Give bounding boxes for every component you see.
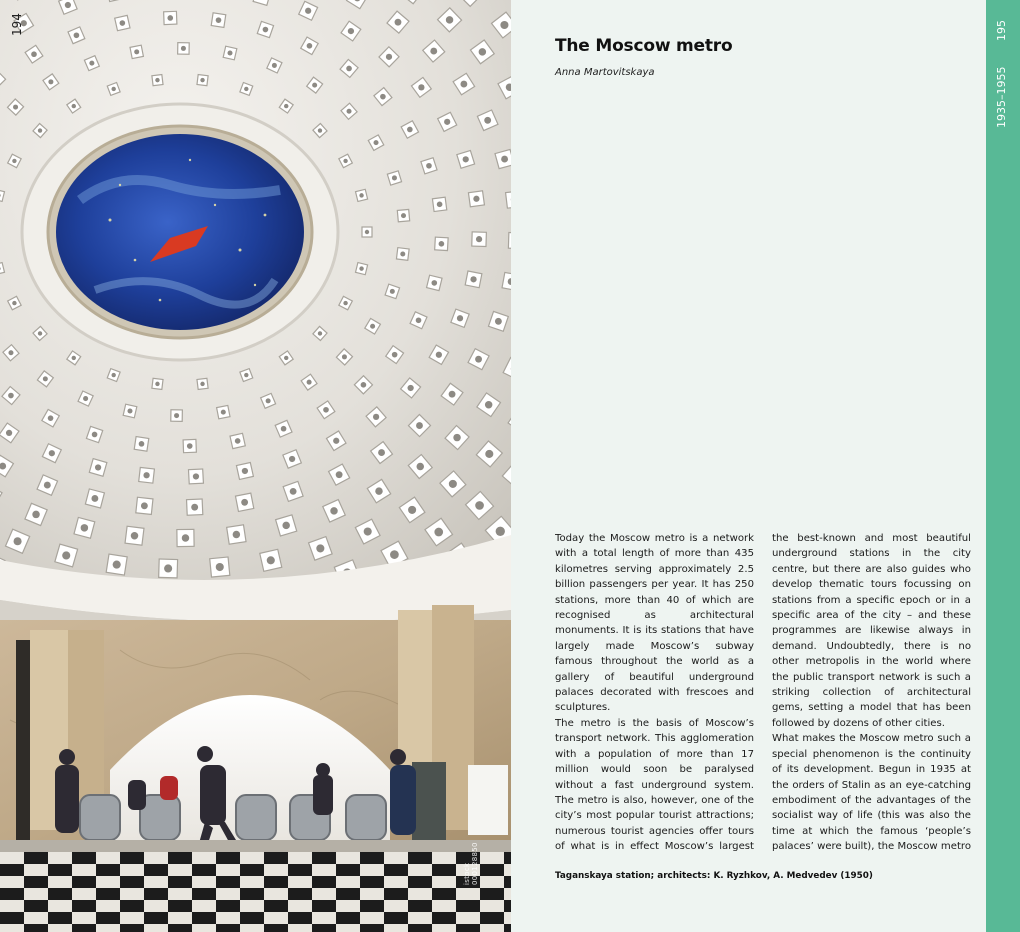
coffer-rosette bbox=[167, 15, 173, 21]
paragraph: What makes the Moscow metro such a special phenomenon is the continuity of its development. Begun in 1935 at the orders of Stalin as an eye-catching embodiment of the advantages of the socialist way of life (this was also the time at which the famous ‘people’s palaces’ were built), the Moscow metro bbox=[772, 733, 971, 853]
coffer-rosette bbox=[485, 401, 492, 408]
coffer-rosette bbox=[233, 531, 240, 538]
coffer-rosette bbox=[453, 434, 460, 441]
coffer-rosette bbox=[91, 495, 98, 502]
coffer-rosette bbox=[284, 356, 288, 360]
photo-credit: istock 000128850 bbox=[463, 842, 479, 885]
coffer-rosette bbox=[12, 301, 16, 305]
coffer-rosette bbox=[365, 230, 369, 234]
coffer-rosette bbox=[266, 398, 271, 403]
side-tab-label bbox=[995, 20, 1008, 128]
coffer-rosette bbox=[62, 551, 70, 559]
coffer-rosette bbox=[143, 472, 149, 478]
coffer-rosette bbox=[316, 544, 324, 552]
coffer-rosette bbox=[307, 380, 312, 385]
coffer-rosette bbox=[407, 127, 413, 133]
coffer-rosette bbox=[13, 105, 18, 110]
coffer-rosette bbox=[401, 213, 406, 218]
coffer-rosette bbox=[473, 196, 479, 202]
coffer-rosette bbox=[241, 499, 248, 506]
coffer-rosette bbox=[485, 450, 493, 458]
fresco-sky-painting bbox=[56, 134, 304, 330]
coffer-rosette bbox=[395, 19, 402, 26]
coffer-rosette bbox=[390, 550, 399, 559]
coffer-rosette bbox=[244, 87, 248, 91]
coffer-rosette bbox=[476, 236, 482, 242]
coffer-rosette bbox=[449, 391, 456, 398]
coffer-rosette bbox=[426, 163, 432, 169]
coffer-rosette bbox=[216, 563, 224, 571]
coffer-rosette bbox=[32, 511, 39, 518]
coffer-rosette bbox=[374, 140, 379, 145]
coffer-rosette bbox=[120, 20, 126, 26]
coffer-rosette bbox=[378, 449, 385, 456]
coffer-rosette bbox=[155, 382, 159, 386]
coffer-rosette bbox=[131, 532, 138, 539]
coffer-rosette bbox=[281, 426, 287, 432]
coffer-rosette bbox=[282, 522, 289, 529]
coffer-rosette bbox=[200, 78, 204, 82]
coffer-rosette bbox=[343, 159, 347, 163]
coffer-rosette bbox=[392, 175, 397, 180]
coffer-rosette bbox=[38, 128, 42, 132]
coffer-rosette bbox=[155, 78, 159, 82]
coffer-rosette bbox=[14, 537, 22, 545]
coffer-rosette bbox=[31, 51, 37, 57]
coffer-rosette bbox=[227, 51, 232, 56]
coffer-rosette bbox=[72, 104, 76, 108]
coffer-rosette bbox=[457, 315, 463, 321]
coffer-rosette bbox=[449, 480, 457, 488]
coffer-rosette bbox=[272, 63, 277, 68]
coffer-rosette bbox=[307, 43, 313, 49]
coffer-rosette bbox=[408, 506, 416, 514]
paragraph: Today the Moscow metro is a network with a total length of more than 435 kilometres serving approximately 2.5 billion passengers per year. It has 250 stations, more than 40 of which are recognised as architectural monuments. It is its stations that have largely made Moscow’s subway famous throughout the world as a gallery of beautiful underground palaces decorated with frescoes and sculptures. bbox=[555, 533, 754, 714]
coffer-rosette bbox=[495, 318, 502, 325]
coffer-rosette bbox=[380, 94, 386, 100]
coffer-rosette bbox=[200, 382, 204, 386]
coffer-rosette bbox=[444, 119, 450, 125]
coffer-rosette bbox=[6, 430, 12, 436]
chapter-period: 1935–1955 bbox=[995, 66, 1008, 128]
coffer-rosette bbox=[113, 561, 121, 569]
coffer-rosette bbox=[181, 46, 186, 51]
coffer-rosette bbox=[346, 66, 352, 72]
body-column-right bbox=[772, 531, 971, 855]
coffer-rosette bbox=[470, 276, 476, 282]
coffer-rosette bbox=[164, 564, 172, 572]
coffer-rosette bbox=[463, 156, 469, 162]
coffer-rosette bbox=[460, 81, 467, 88]
coffer-rosette bbox=[484, 117, 491, 124]
paragraph: the best-known and most beautiful underground stations in the city centre, but there are also guides who develop thematic tours focussing on stations from a specific epoch or in a specific area of the city – and these programmes are likewise always in demand. Undoubtedly, there is no other metropolis in the world where the public transport network is such a striking collection of architectural gems, setting a model that has been followed by dozens of other cities. bbox=[772, 533, 971, 729]
coffer-rosette bbox=[418, 84, 424, 90]
coffer-rosette bbox=[359, 266, 363, 270]
coffer-rosette bbox=[343, 301, 347, 305]
coffer-rosette bbox=[305, 8, 311, 14]
right-page-number: 195 bbox=[995, 20, 1008, 41]
coffer-rosette bbox=[436, 352, 442, 358]
coffer-rosette bbox=[439, 241, 445, 247]
article-author: Anna Martovitskaya bbox=[555, 67, 655, 78]
coffer-rosette bbox=[49, 450, 55, 456]
coffer-rosette bbox=[318, 331, 322, 335]
coffer-rosette bbox=[312, 83, 317, 88]
coffer-rosette bbox=[501, 156, 508, 163]
coffer-rosette bbox=[141, 502, 148, 509]
photo-caption: Taganskaya station; architects: K. Ryzhkov, A. Medvedev (1950) bbox=[555, 871, 873, 881]
coffer-rosette bbox=[364, 527, 372, 535]
coffer-rosette bbox=[216, 17, 222, 23]
coffer-rosette bbox=[111, 87, 115, 91]
coffer-rosette bbox=[74, 32, 80, 38]
coffer-rosette bbox=[43, 376, 48, 381]
coffer-rosette bbox=[72, 356, 76, 360]
coffer-rosette bbox=[92, 432, 98, 438]
coffer-rosette bbox=[289, 456, 295, 462]
coffer-rosette bbox=[235, 438, 241, 444]
coffer-rosette bbox=[400, 251, 405, 256]
coffer-rosette bbox=[8, 393, 14, 399]
coffer-rosette bbox=[437, 202, 443, 208]
chapter-side-tab bbox=[986, 0, 1020, 932]
coffer-rosette bbox=[139, 441, 145, 447]
coffer-rosette bbox=[8, 350, 13, 355]
coffer-rosette bbox=[290, 488, 297, 495]
coffer-rosette bbox=[323, 407, 329, 413]
coffer-rosette bbox=[336, 471, 343, 478]
coffer-rosette bbox=[373, 414, 379, 420]
coffer-rosette bbox=[89, 61, 94, 66]
coffer-rosette bbox=[496, 527, 505, 536]
coffer-rosette bbox=[187, 443, 193, 449]
coffer-rosette bbox=[182, 534, 189, 541]
coffer-rosette bbox=[127, 408, 132, 413]
coffer-rosette bbox=[111, 373, 115, 377]
coffer-rosette bbox=[475, 501, 484, 510]
coffer-rosette bbox=[81, 524, 88, 531]
coffer-rosette bbox=[263, 27, 269, 33]
coffer-rosette bbox=[44, 482, 51, 489]
coffer-rosette bbox=[191, 504, 198, 511]
coffer-rosette bbox=[479, 48, 486, 55]
coffer-rosette bbox=[330, 507, 337, 514]
text-page bbox=[511, 0, 986, 932]
coffer-rosette bbox=[416, 422, 423, 429]
coffer-rosette bbox=[347, 109, 352, 114]
coffer-rosette bbox=[284, 104, 288, 108]
coffer-rosette bbox=[333, 438, 339, 444]
paragraph: The metro is the basis of Moscow’s transport network. This agglomeration with a population of more than 17 million would soon be paralysed without a fast underground system. The metro is also, however, one of the city’s most popular tourist attractions; numerous tourist agencies offer tours of what is in effect Moscow’s largest bbox=[555, 717, 754, 853]
coffer-rosette bbox=[416, 317, 422, 323]
coffer-rosette bbox=[244, 373, 248, 377]
coffer-rosette bbox=[65, 2, 71, 8]
coffer-rosette bbox=[408, 385, 414, 391]
coffer-rosette bbox=[242, 468, 248, 474]
coffer-rosette bbox=[361, 382, 367, 388]
coffer-rosette bbox=[431, 280, 437, 286]
coffer-rosette bbox=[83, 396, 88, 401]
coffer-rosette bbox=[359, 193, 363, 197]
coffer-rosette bbox=[500, 21, 508, 29]
coffer-rosette bbox=[348, 28, 354, 34]
coffer-rosette bbox=[95, 464, 101, 470]
body-column-left bbox=[555, 531, 754, 855]
coffer-rosette bbox=[48, 415, 54, 421]
coffer-rosette bbox=[390, 289, 395, 294]
coffer-rosette bbox=[12, 159, 16, 163]
coffer-rosette bbox=[392, 352, 398, 358]
coffer-rosette bbox=[193, 473, 199, 479]
coffer-rosette bbox=[318, 128, 322, 132]
coffer-rosette bbox=[174, 413, 179, 418]
coffer-rosette bbox=[430, 48, 437, 55]
coffer-rosette bbox=[38, 331, 42, 335]
coffer-rosette bbox=[386, 54, 392, 60]
left-page-number: 194 bbox=[10, 13, 24, 36]
coffer-rosette bbox=[417, 463, 424, 470]
coffer-rosette bbox=[370, 324, 375, 329]
coffer-rosette bbox=[375, 487, 382, 494]
coffer-rosette bbox=[434, 528, 443, 537]
coffer-rosette bbox=[446, 16, 453, 23]
article-title: The Moscow metro bbox=[555, 36, 733, 56]
coffer-rosette bbox=[475, 356, 482, 363]
coffer-rosette bbox=[134, 49, 139, 54]
coffer-rosette bbox=[267, 556, 275, 564]
coffer-rosette bbox=[221, 410, 226, 415]
coffer-rosette bbox=[342, 354, 347, 359]
coffer-rosette bbox=[48, 79, 53, 84]
